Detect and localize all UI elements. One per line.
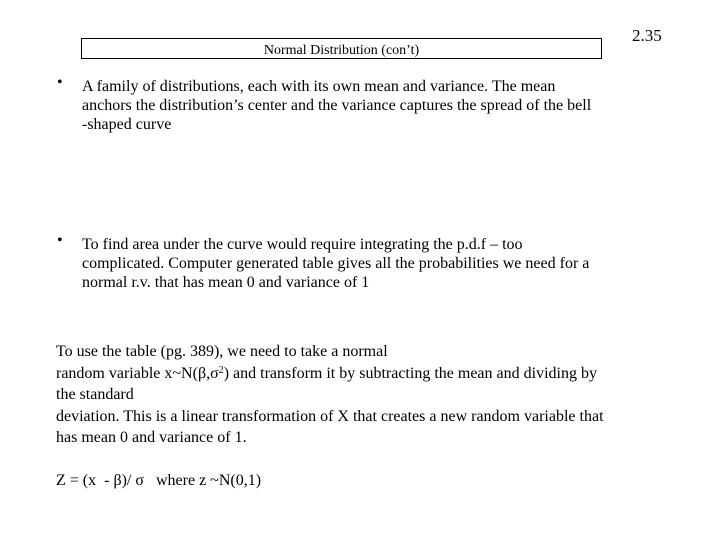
bullet-line: A family of distributions, each with its own mean and variance. The mean: [82, 78, 556, 95]
paragraph-line: the standard: [56, 386, 134, 403]
bullet-line: To find area under the curve would require integrating the p.d.f – too: [82, 236, 523, 253]
bullet-text-2: [82, 235, 692, 292]
paragraph-line: has mean 0 and variance of 1.: [56, 429, 247, 446]
bullet-text-1: [82, 77, 692, 134]
z-formula: Z = (x - β)/ σ where z ~N(0,1): [56, 472, 262, 489]
bullet-line: normal r.v. that has mean 0 and variance of 1: [82, 274, 370, 291]
body-paragraph: [56, 341, 696, 449]
text-span: random variable x~N(β,σ: [56, 364, 219, 382]
bullet-line: complicated. Computer generated table gives all the probabilities we need for a: [82, 255, 590, 272]
bullet-line: anchors the distribution’s center and the variance captures the spread of the bell: [82, 97, 592, 114]
paragraph-line: To use the table (pg. 389), we need to take a normal: [56, 343, 388, 360]
paragraph-line-with-formula: [56, 363, 696, 385]
bullet-marker: •: [57, 232, 63, 249]
page-number: 2.35: [632, 26, 662, 45]
bullet-line: -shaped curve: [82, 116, 172, 133]
bullet-marker: •: [57, 74, 63, 91]
paragraph-line: deviation. This is a linear transformation of X that creates a new random variable that: [56, 407, 604, 425]
slide-title: Normal Distribution (con’t): [81, 38, 602, 59]
text-span: ) and transform it by subtracting the mean and dividing by: [223, 364, 597, 382]
superscript: 2: [218, 364, 224, 376]
